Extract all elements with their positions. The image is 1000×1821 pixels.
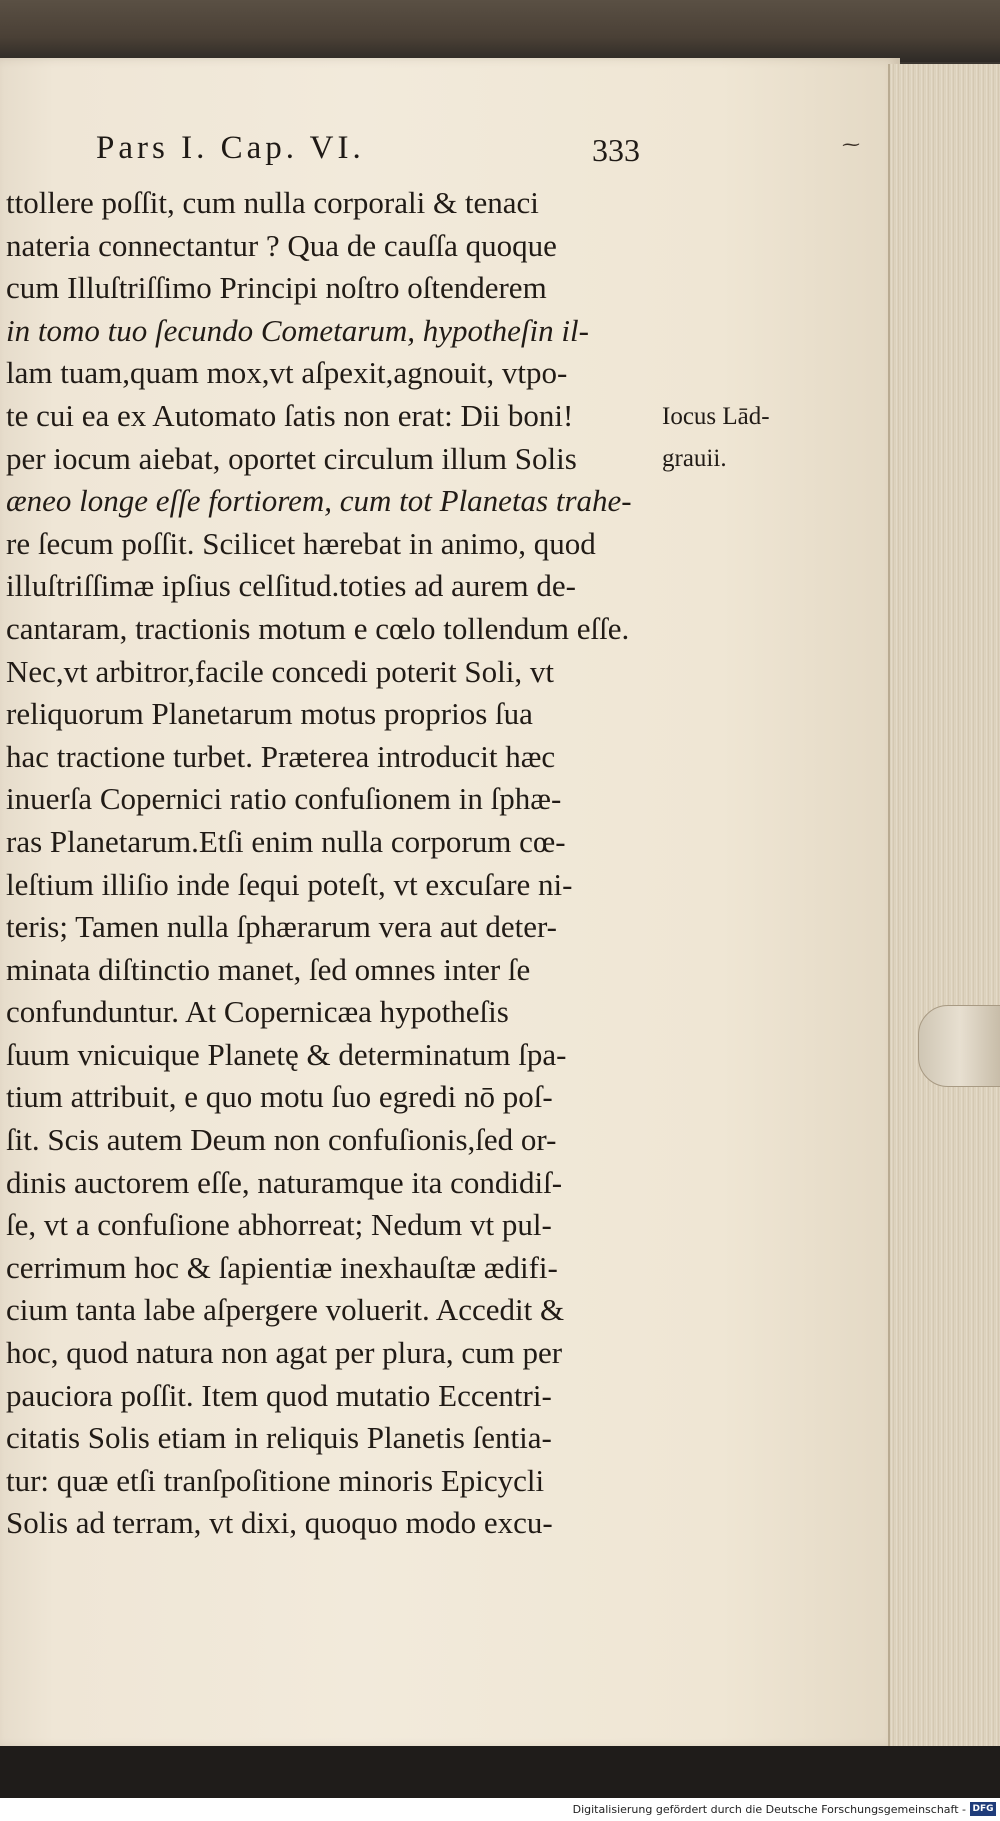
text-line: hoc, quod natura non agat per plura, cum per xyxy=(6,1335,563,1371)
text-line: illuſtriſſimæ ipſius celſitud.toties ad aurem de- xyxy=(6,568,576,604)
text-line: hac tractione turbet. Præterea introducit hæc xyxy=(6,738,556,774)
text-line: tur: quæ etſi tranſpoſitione minoris Epicycli xyxy=(6,1462,545,1498)
text-line: dinis auctorem eſſe, naturamque ita condidiſ- xyxy=(6,1164,563,1200)
text-line: inuerſa Copernici ratio confuſionem in ſphæ- xyxy=(6,781,562,817)
text-line: leſtium illiſio inde ſequi poteſt, vt excuſare ni- xyxy=(6,866,573,902)
text-line: re ſecum poſſit. Scilicet hærebat in animo, quod xyxy=(6,525,596,561)
text-line: te cui ea ex Automato ſatis non erat: Dii boni! xyxy=(6,397,574,433)
page-stack-edge xyxy=(888,64,1000,1754)
text-line: teris; Tamen nulla ſphærarum vera aut deter- xyxy=(6,909,557,945)
page-number: 333 xyxy=(592,132,640,168)
text-line: tium attribuit, e quo motu ſuo egredi nō poſ- xyxy=(6,1079,553,1115)
text-line: minata diſtinctio manet, ſed omnes inter ſe xyxy=(6,951,531,987)
text-line: pauciora poſſit. Item quod mutatio Eccentri- xyxy=(6,1377,552,1413)
text-line: cantaram, tractionis motum e cœlo tollendum eſſe. xyxy=(6,610,630,646)
book-top-edge xyxy=(0,0,1000,62)
text-line: cerrimum hoc & ſapientiæ inexhauſtæ ædifi- xyxy=(6,1249,558,1285)
text-line-italic: æneo longe eſſe fortiorem, cum tot Planetas trahe- xyxy=(6,483,632,519)
book-bottom-edge xyxy=(0,1746,1000,1798)
dfg-logo: DFG xyxy=(970,1802,996,1816)
text-line-italic: in tomo tuo ſecundo Cometarum, hypotheſin il- xyxy=(6,312,589,348)
text-line: citatis Solis etiam in reliquis Planetis ſentia- xyxy=(6,1420,552,1456)
text-line: Solis ad terram, vt dixi, quoquo modo excu- xyxy=(6,1505,553,1541)
text-line: ſe, vt a confuſione abhorreat; Nedum vt pul- xyxy=(6,1207,552,1243)
book-clasp xyxy=(918,1005,1000,1087)
text-line: ras Planetarum.Etſi enim nulla corporum cœ- xyxy=(6,823,566,859)
text-line: reliquorum Planetarum motus proprios ſua xyxy=(6,696,533,732)
text-line: ttollere poſſit, cum nulla corporali & tenaci xyxy=(6,185,539,220)
text-line: cium tanta labe aſpergere voluerit. Accedit & xyxy=(6,1292,565,1328)
text-line: Nec,vt arbitror,facile concedi poterit Soli, vt xyxy=(6,653,554,689)
running-head-title: Pars I. Cap. VI. xyxy=(96,130,365,166)
margin-note-line: Iocus Lād- xyxy=(662,403,770,430)
text-line: cum Illuſtriſſimo Principi noſtro oſtenderem xyxy=(6,270,547,306)
body-text xyxy=(6,182,696,1545)
margin-note-line: grauii. xyxy=(662,445,727,472)
text-line: ſit. Scis autem Deum non confuſionis,ſed or- xyxy=(6,1122,557,1158)
text-line: confunduntur. At Copernicæa hypotheſis xyxy=(6,994,509,1030)
digitization-credit: Digitalisierung gefördert durch die Deutsche Forschungsgemeinschaft - xyxy=(572,1803,966,1816)
text-line: lam tuam,quam mox,vt aſpexit,agnouit, vtpo- xyxy=(6,355,568,391)
text-line: ſuum vnicuique Planetę & determinatum ſpa- xyxy=(6,1036,567,1072)
ink-mark: ⁓ xyxy=(842,134,860,155)
margin-note xyxy=(662,396,770,480)
text-line: per iocum aiebat, oportet circulum illum Solis xyxy=(6,440,577,476)
text-line: nateria connectantur ? Qua de cauſſa quoque xyxy=(6,227,557,263)
